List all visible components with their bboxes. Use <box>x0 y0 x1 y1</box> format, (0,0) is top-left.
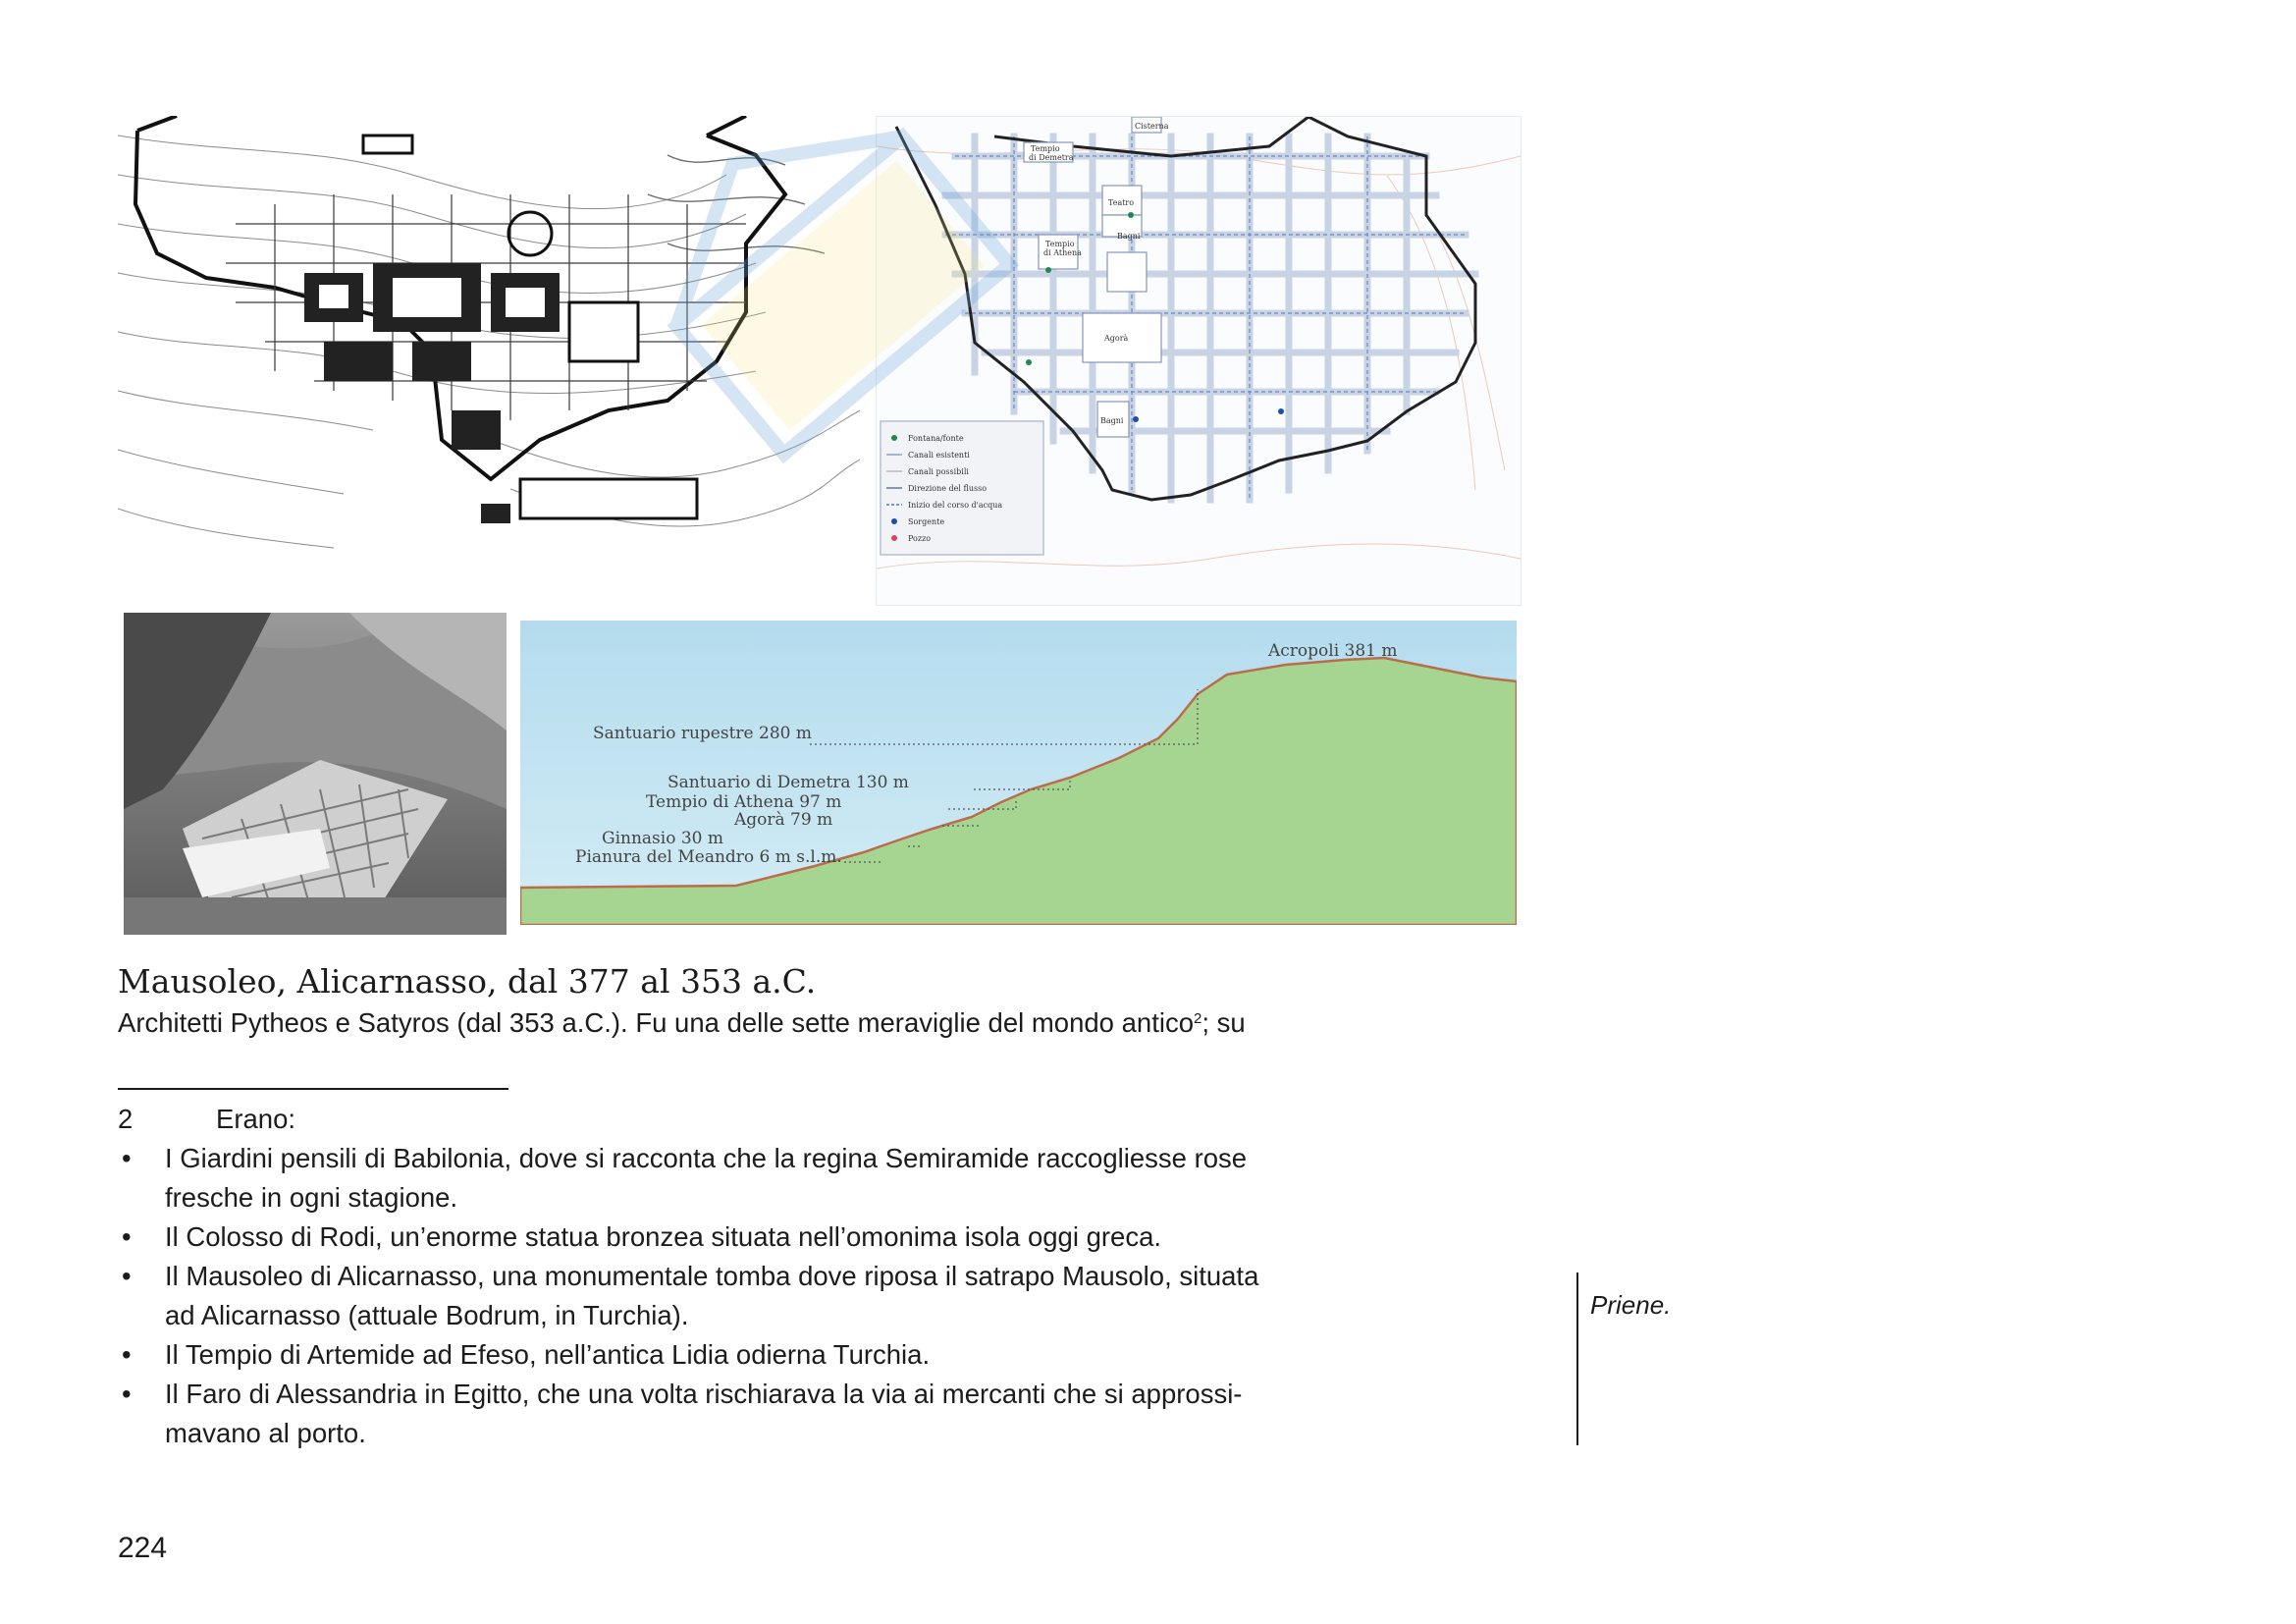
legend-label: Pozzo <box>908 534 932 543</box>
footnote-item-line: I Giardini pensili di Babilonia, dove si racconta che la regina Semiramide raccogliesse rose <box>165 1143 1248 1173</box>
city-plan-drawing <box>118 116 860 594</box>
legend-dot-icon <box>891 535 897 541</box>
altitude-profile-diagram <box>520 621 1517 925</box>
footnote-item-line: Il Colosso di Rodi, un’enorme statua bronzea situata nell’omonima isola oggi greca. <box>165 1221 1162 1252</box>
bullet-icon: • <box>122 1143 132 1173</box>
label-tempio-athena-2: di Athena <box>1043 248 1082 257</box>
legend-label: Direzione del flusso <box>908 484 988 493</box>
footnote-list-item <box>118 1335 1637 1375</box>
footnote-title: Erano: <box>216 1104 296 1134</box>
footnote-item-line: Il Tempio di Artemide ad Efeso, nell’antica Lidia odierna Turchia. <box>165 1339 931 1370</box>
footnote-reference[interactable]: 2 <box>1194 1010 1202 1027</box>
label-tempio-athena: Tempio <box>1045 240 1075 248</box>
label-cisterna: Cisterna <box>1135 122 1169 131</box>
legend-label: Fontana/fonte <box>908 434 964 443</box>
footnote-list <box>118 1139 1531 1453</box>
bullet-icon: • <box>122 1379 132 1409</box>
footnote-header <box>118 1100 1531 1139</box>
footnote-number: 2 <box>118 1104 133 1134</box>
footnote-item-line: Il Faro di Alessandria in Egitto, che una volta rischiarava la via ai mercanti che si approssi- <box>165 1379 1243 1409</box>
legend-dot-icon <box>891 518 897 524</box>
footnote-item-line: ad Alicarnasso (attuale Bodrum, in Turchia). <box>165 1300 689 1330</box>
label-agora: Agorà 79 m <box>734 810 833 830</box>
label-santuario-rupestre: Santuario rupestre 280 m <box>593 724 812 743</box>
label-pianura: Pianura del Meandro 6 m s.l.m. <box>575 847 842 867</box>
legend-label: Inizio del corso d'acqua <box>908 501 1003 510</box>
priene-altitude-profile <box>520 621 1517 925</box>
priene-aerial-photo <box>124 613 507 935</box>
label-teatro: Teatro <box>1108 198 1135 207</box>
footnote-list-item <box>118 1218 1637 1257</box>
aerial-photo <box>124 613 507 935</box>
label-tempio-demetra-2: di Demetra <box>1029 153 1074 162</box>
footnote-item-line: mavano al porto. <box>165 1418 366 1448</box>
legend-label: Sorgente <box>908 517 945 526</box>
bullet-icon: • <box>122 1261 132 1291</box>
footnote-item-line: Il Mausoleo di Alicarnasso, una monumentale tomba dove riposa il satrapo Mausolo, situata <box>165 1261 1259 1291</box>
label-bagni-south: Bagni <box>1100 416 1124 425</box>
label-tempio-athena: Tempio di Athena 97 m <box>646 792 842 812</box>
label-tempio-demetra: Tempio <box>1031 144 1060 153</box>
footnote <box>118 1100 1531 1453</box>
bullet-icon: • <box>122 1339 132 1370</box>
legend-label: Canali possibili <box>908 467 969 476</box>
caption-divider <box>1576 1272 1578 1445</box>
footnote-list-item <box>118 1139 1637 1218</box>
label-acropoli: Acropoli 381 m <box>1268 641 1398 661</box>
body-text-tail: ; su <box>1201 1007 1246 1038</box>
legend-dot-icon <box>891 435 897 441</box>
figure-caption: Priene. <box>1590 1290 1672 1320</box>
water-plan-map <box>877 117 1521 605</box>
label-bagni: Bagni <box>1117 232 1141 241</box>
label-santuario-demetra: Santuario di Demetra 130 m <box>667 773 909 792</box>
label-agora: Agorà <box>1104 334 1129 343</box>
label-ginnasio: Ginnasio 30 m <box>602 829 724 848</box>
footnote-list-item <box>118 1257 1637 1335</box>
footnote-item-line: fresche in ogni stagione. <box>165 1182 458 1213</box>
priene-city-plan-drawing <box>118 116 860 594</box>
footnote-divider <box>118 1088 508 1090</box>
section-heading: Mausoleo, Alicarnasso, dal 377 al 353 a.C. <box>118 962 817 1001</box>
bullet-icon: • <box>122 1221 132 1252</box>
page-number: 224 <box>118 1532 168 1564</box>
priene-water-plan <box>876 116 1522 606</box>
body-paragraph <box>118 1007 1246 1039</box>
legend-label: Canali esistenti <box>908 451 970 460</box>
body-text: Architetti Pytheos e Satyros (dal 353 a.C.). Fu una delle sette meraviglie del mondo antico <box>118 1007 1194 1038</box>
footnote-list-item <box>118 1375 1637 1453</box>
